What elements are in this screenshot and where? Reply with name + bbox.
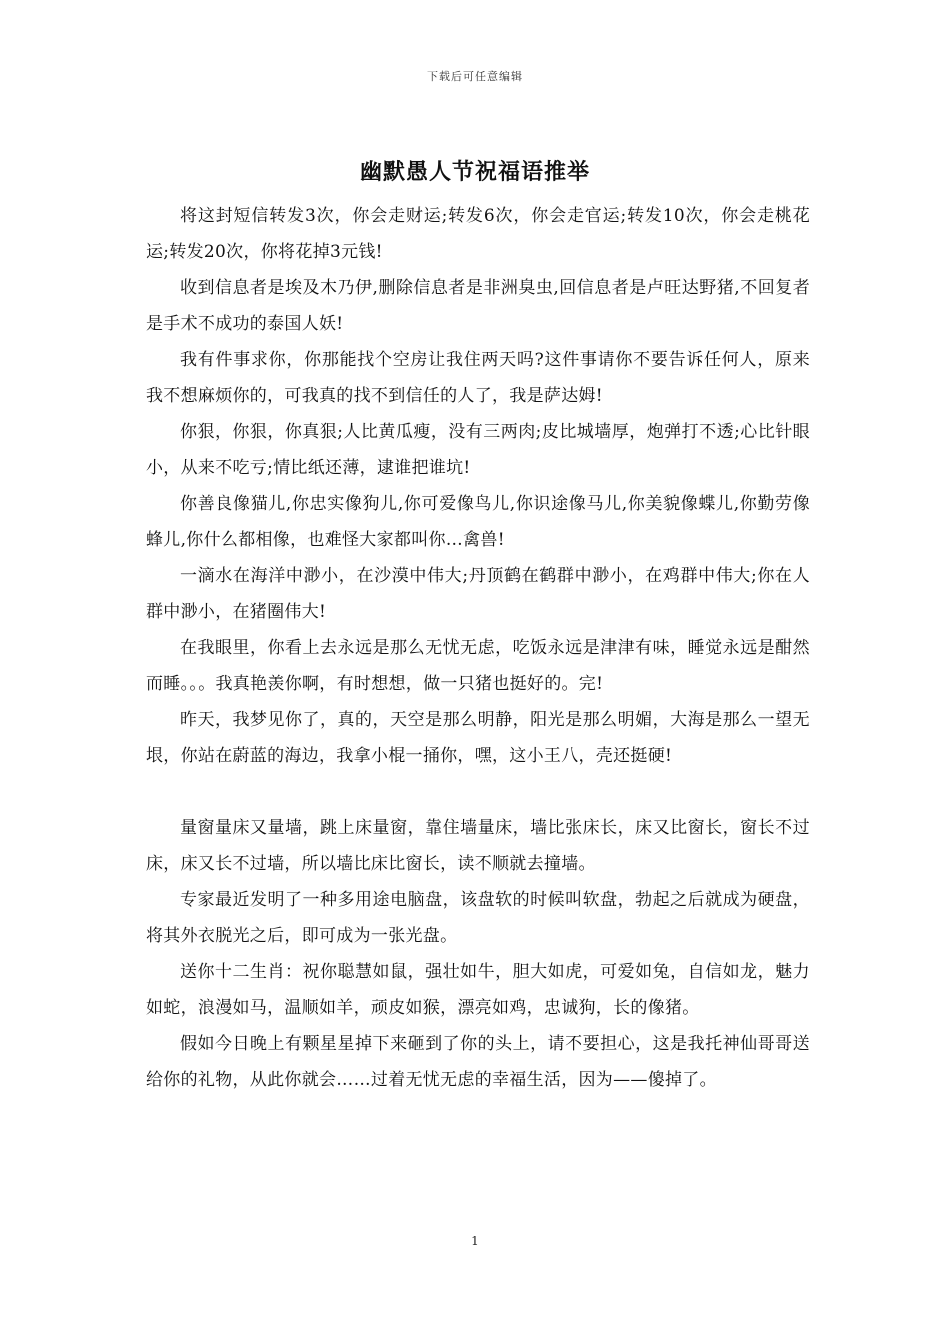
header-note: 下载后可任意编辑 <box>427 70 523 83</box>
paragraph: 送你十二生肖：祝你聪慧如鼠，强壮如牛，胆大如虎，可爱如兔，自信如龙，魅力如蛇，浪漫如马，温顺如羊，顽皮如猴，漂亮如鸡，忠诚狗，长的像猪。 <box>146 962 810 1018</box>
paragraph: 昨天，我梦见你了，真的，天空是那么明静，阳光是那么明媚，大海是那么一望无垠，你站在蔚蓝的海边，我拿小棍一捅你，嘿，这小王八，壳还挺硬! <box>146 710 810 766</box>
document-title: 幽默愚人节祝福语推举 <box>359 159 590 185</box>
document-body <box>146 198 810 1098</box>
paragraph: 将这封短信转发3次，你会走财运;转发6次，你会走官运;转发10次，你会走桃花运;转发20次，你将花掉3元钱! <box>146 206 810 262</box>
paragraph: 假如今日晚上有颗星星掉下来砸到了你的头上，请不要担心，这是我托神仙哥哥送给你的礼物，从此你就会……过着无忧无虑的幸福生活，因为——傻掉了。 <box>146 1034 810 1090</box>
paragraph: 在我眼里，你看上去永远是那么无忧无虑，吃饭永远是津津有味，睡觉永远是酣然而睡。。。我真艳羡你啊，有时想想，做一只猪也挺好的。完! <box>146 638 810 694</box>
paragraph: 你狠，你狠，你真狠;人比黄瓜瘦，没有三两肉;皮比城墙厚，炮弹打不透;心比针眼小，从来不吃亏;情比纸还薄，逮谁把谁坑! <box>146 422 810 478</box>
paragraph: 我有件事求你，你那能找个空房让我住两天吗?这件事请你不要告诉任何人，原来我不想麻烦你的，可我真的找不到信任的人了，我是萨达姆! <box>146 350 810 406</box>
paragraph: 收到信息者是埃及木乃伊,删除信息者是非洲臭虫,回信息者是卢旺达野猪,不回复者是手术不成功的泰国人妖! <box>146 278 810 334</box>
paragraph: 专家最近发明了一种多用途电脑盘，该盘软的时候叫软盘，勃起之后就成为硬盘，将其外衣脱光之后，即可成为一张光盘。 <box>146 890 810 946</box>
paragraph: 一滴水在海洋中渺小，在沙漠中伟大;丹顶鹤在鹤群中渺小，在鸡群中伟大;你在人群中渺小，在猪圈伟大! <box>146 566 810 622</box>
page-number: 1 <box>471 1234 479 1248</box>
paragraph: 你善良像猫儿,你忠实像狗儿,你可爱像鸟儿,你识途像马儿,你美貌像蝶儿,你勤劳像蜂儿,你什么都相像，也难怪大家都叫你…禽兽! <box>146 494 810 550</box>
paragraph: 量窗量床又量墙，跳上床量窗，靠住墙量床，墙比张床长，床又比窗长，窗长不过床，床又长不过墙，所以墙比床比窗长，读不顺就去撞墙。 <box>146 818 810 874</box>
